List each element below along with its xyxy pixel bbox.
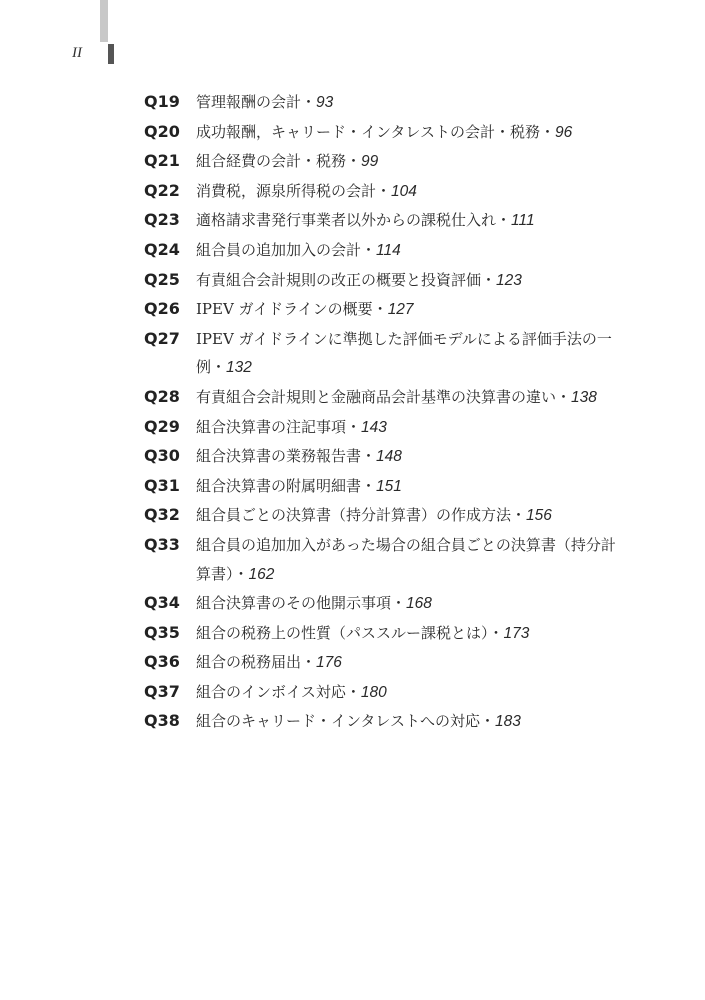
entry-title: 組合決算書のその他開示事項: [196, 594, 392, 613]
page-number: 176: [316, 654, 342, 672]
toc-entry-q37: [144, 678, 624, 708]
header-bar-dark: [108, 44, 114, 64]
toc-entry-q23: [144, 206, 624, 236]
page-number: 132: [226, 359, 252, 377]
toc-entry-q28: [144, 383, 624, 413]
entry-text: 組合の税務届出・176: [196, 653, 342, 672]
entry-title: 組合の税務届出: [196, 653, 302, 672]
header-bar-light: [100, 0, 108, 42]
page-number: 151: [376, 477, 402, 495]
entry-text: IPEV ガイドラインに準拠した評価モデルによる評価手法の一例・132: [196, 329, 612, 377]
page-number: 148: [376, 448, 402, 466]
question-number: Q29: [144, 416, 180, 436]
entry-text: 組合の税務上の性質（パススルー課税とは）・173: [196, 623, 530, 642]
question-number: Q31: [144, 475, 180, 495]
page-number: 180: [360, 683, 387, 701]
entry-text: 管理報酬の会計・93: [196, 93, 334, 111]
question-number: Q36: [144, 652, 180, 672]
question-number: Q24: [144, 239, 180, 259]
entry-text: 組合のキャリード・インタレストへの対応・183: [196, 712, 521, 731]
page-number: 104: [391, 182, 417, 200]
toc-entry-q19: [144, 88, 624, 118]
entry-title: IPEV ガイドラインに準拠した評価モデルによる評価手法の一例: [196, 329, 612, 377]
page-number: 114: [376, 241, 401, 259]
question-number: Q30: [144, 446, 180, 466]
question-number: Q22: [144, 180, 180, 200]
entry-text: 消費税，源泉所得税の会計・104: [196, 181, 417, 200]
toc-entry-q26: [144, 295, 624, 325]
page-number: 156: [526, 507, 552, 525]
toc-entry-q32: [144, 501, 624, 531]
entry-title: IPEV ガイドラインの概要: [196, 300, 373, 319]
question-number: Q26: [144, 299, 180, 319]
page-folio: II: [72, 45, 82, 61]
toc-entry-q21: [144, 147, 624, 177]
entry-text: 組合員の追加加入の会計・114: [196, 240, 401, 259]
entry-title: 組合の税務上の性質（パススルー課税とは）: [196, 623, 489, 642]
toc-entry-q27: [144, 325, 624, 383]
page-number: 99: [361, 153, 379, 171]
page-number: 183: [494, 713, 521, 731]
question-number: Q23: [144, 210, 180, 230]
entry-text: IPEV ガイドラインの概要・127: [196, 300, 414, 319]
entry-text: 適格請求書発行事業者以外からの課税仕入れ・111: [196, 211, 535, 230]
toc-entry-q22: [144, 177, 624, 207]
entry-title: 組合決算書の注記事項: [196, 417, 347, 436]
entry-title: 有責組合会計規則の改正の概要と投資評価: [196, 270, 482, 289]
toc-entry-q20: [144, 118, 624, 148]
entry-text: 有責組合会計規則の改正の概要と投資評価・123: [196, 270, 522, 289]
question-number: Q21: [144, 151, 180, 171]
question-number: Q28: [144, 386, 180, 406]
question-number: Q37: [144, 681, 180, 701]
entry-text: 組合のインボイス対応・180: [196, 682, 387, 701]
entry-text: 組合決算書の注記事項・143: [196, 417, 387, 436]
page-number: 111: [511, 212, 535, 230]
page-number: 93: [316, 94, 334, 111]
page-number: 123: [496, 271, 522, 289]
toc-entry-q31: [144, 472, 624, 502]
entry-text: 成功報酬，キャリード・インタレストの会計・税務・96: [196, 122, 573, 141]
entry-text: 組合決算書の附属明細書・151: [196, 476, 402, 495]
entry-text: 組合員ごとの決算書（持分計算書）の作成方法・156: [196, 506, 552, 525]
toc-entry-q36: [144, 648, 624, 678]
entry-title: 消費税，源泉所得税の会計: [196, 181, 377, 200]
question-number: Q34: [144, 593, 180, 613]
entry-title: 組合決算書の附属明細書: [196, 476, 362, 495]
question-number: Q19: [144, 92, 180, 111]
question-number: Q38: [144, 711, 180, 731]
entry-title: 組合のインボイス対応: [196, 682, 346, 701]
entry-text: 有責組合会計規則と金融商品会計基準の決算書の違い・138: [196, 387, 597, 406]
toc-entry-q38: [144, 707, 624, 737]
page-number: 168: [406, 595, 432, 613]
question-number: Q25: [144, 269, 180, 289]
entry-title: 組合決算書の業務報告書: [196, 447, 362, 466]
entry-text: 組合決算書の業務報告書・148: [196, 447, 402, 466]
entry-text: 組合経費の会計・税務・99: [196, 152, 379, 171]
entry-title: 組合のキャリード・インタレストへの対応: [196, 712, 480, 731]
page-number: 143: [361, 418, 387, 436]
question-number: Q20: [144, 121, 180, 141]
question-number: Q32: [144, 505, 180, 525]
page-number: 173: [503, 624, 530, 642]
entry-title: 適格請求書発行事業者以外からの課税仕入れ: [196, 211, 497, 230]
toc-entry-q25: [144, 266, 624, 296]
page-number: 162: [248, 565, 275, 583]
toc-entry-q24: [144, 236, 624, 266]
question-number: Q27: [144, 328, 180, 348]
question-number: Q35: [144, 622, 180, 642]
page-number: 138: [571, 388, 597, 406]
entry-text: 組合員の追加加入があった場合の組合員ごとの決算書（持分計算書）・162: [196, 535, 616, 583]
entry-title: 組合経費の会計・税務: [196, 152, 347, 171]
entry-title: 組合員の追加加入の会計: [196, 240, 362, 259]
entry-title: 管理報酬の会計: [196, 93, 302, 111]
toc-entry-q30: [144, 442, 624, 472]
toc-entry-q33: [144, 531, 624, 589]
toc-entry-q34: [144, 589, 624, 619]
table-of-contents: [144, 88, 624, 737]
entry-title: 成功報酬，キャリード・インタレストの会計・税務: [196, 122, 540, 141]
entry-title: 有責組合会計規則と金融商品会計基準の決算書の違い: [196, 387, 557, 406]
toc-entry-q35: [144, 619, 624, 649]
entry-title: 組合員ごとの決算書（持分計算書）の作成方法: [196, 506, 512, 525]
page-number: 96: [554, 123, 573, 141]
entry-text: 組合決算書のその他開示事項・168: [196, 594, 432, 613]
page-number: 127: [387, 301, 414, 319]
question-number: Q33: [144, 534, 180, 554]
toc-entry-q29: [144, 413, 624, 443]
entry-title: 組合員の追加加入があった場合の組合員ごとの決算書（持分計算書）: [196, 535, 616, 583]
